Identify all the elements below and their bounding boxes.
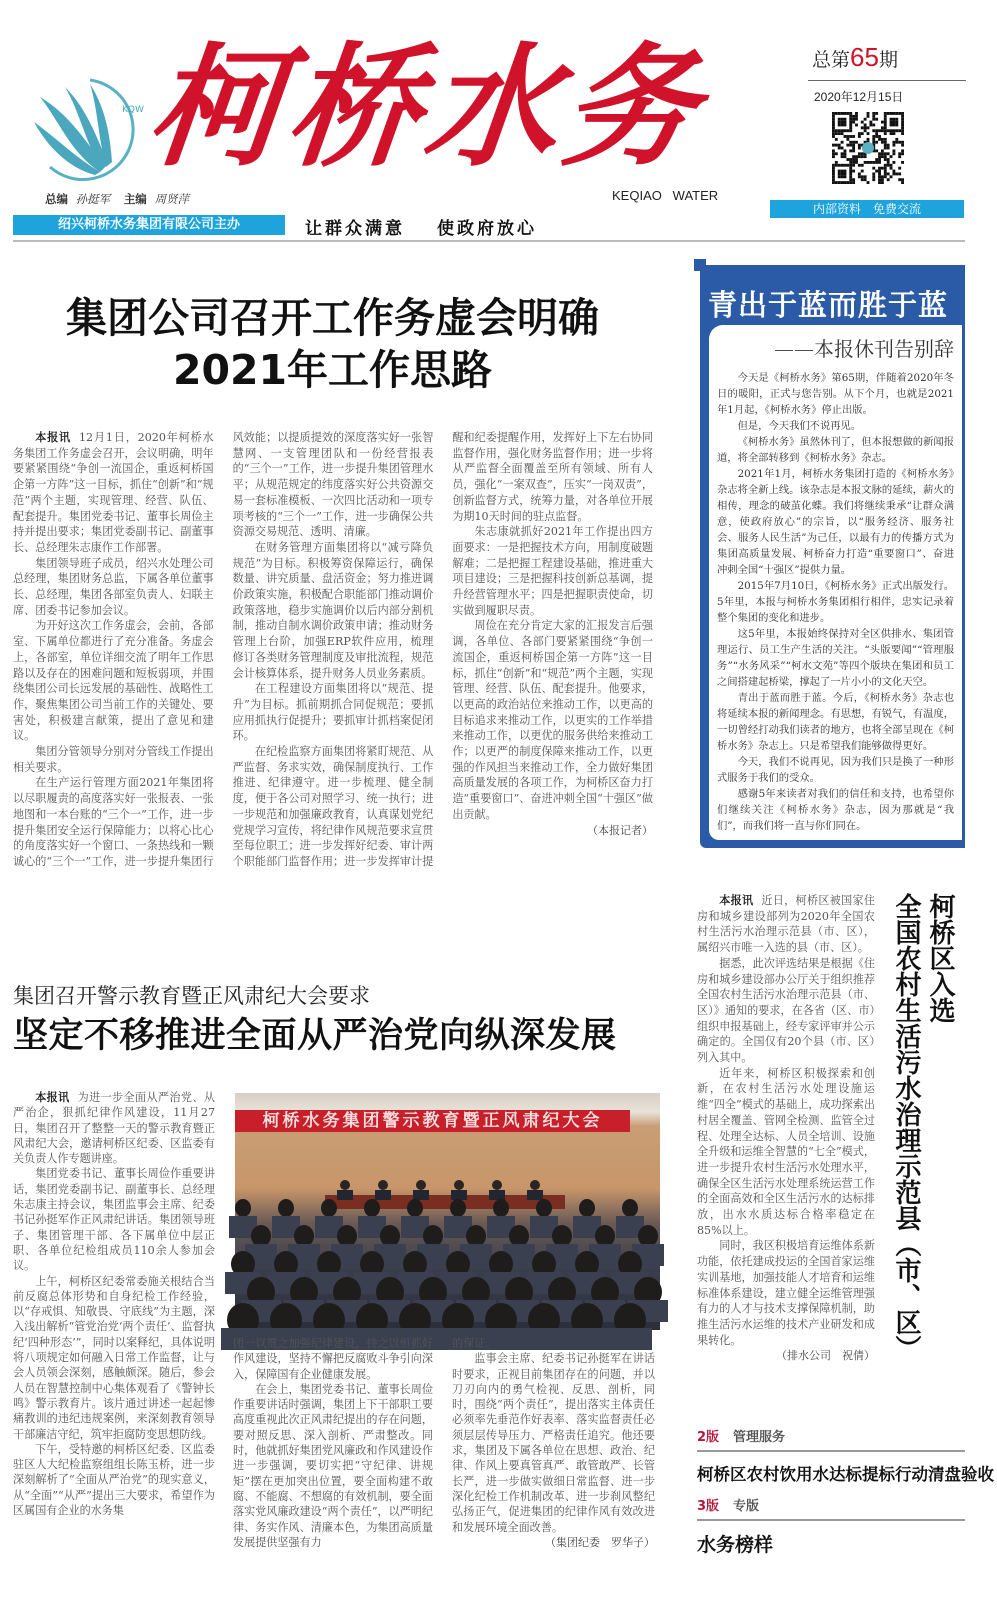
dateline: 本报讯 <box>35 431 71 444</box>
index-section: 管理服务 <box>733 1430 786 1445</box>
photo-banner: 柯桥水务集团警示教育暨正风肃纪大会 <box>235 1110 630 1132</box>
paragraph: 团一以贯之加强纪律建设，持之以恒抓好作风建设，坚持不懈把反腐败斗争引向深入，保障国有企业健康发展。 <box>233 1337 433 1381</box>
editor-line <box>45 191 189 207</box>
farewell-box <box>700 265 965 848</box>
editor-label: 总编 <box>45 192 68 206</box>
slogan-part-2: 使政府放心 <box>437 219 537 239</box>
index-entry[interactable] <box>697 1495 965 1557</box>
internal-note-bar: 内部资料 免费交流 <box>770 200 964 218</box>
meeting-photo <box>235 1093 660 1330</box>
logo-lettering: KQW <box>122 105 144 115</box>
paragraph: 集团分管领导分别对分管线工作提出相关要求。 <box>13 745 214 774</box>
chief-label: 主编 <box>123 192 147 206</box>
issue-number <box>812 42 898 73</box>
chief-name: 周贤萍 <box>154 192 189 206</box>
water-logo-icon <box>30 72 144 187</box>
paragraph: 在生产运行管理方面2021年集团将以尽职履责的高度落实好一张报表、一张地图和一本台账的“三个一”工作，进一步提升集团安全运行保障能力；以将心比心的角度落实好一个窗口、一条热线和一颗诚心的“三个一”工作，进一步提升集团行风效能；以提质提效的深度落实好一张智慧网、一支管理团队和一份经营报表的“三个一”工作，进一步提升集团管理水平；从规范规定的纬度落实好公共资源交易一套标准模板、一次四比活动和一项专项考核的“三个一”工作，进一步确保公共资源交易规范、透明、清廉。 <box>13 431 434 868</box>
paragraph: 本报讯 为进一步全面从严治党、从严治企，狠抓纪律作风建设，11月27日，集团召开了整整一天的警示教育暨正风肃纪大会，邀请柯桥区纪委、区监委有关负责人作专题讲座。 <box>13 1091 215 1166</box>
farewell-body <box>717 370 954 834</box>
dateline: 本报讯 <box>719 894 754 907</box>
paragraph: 同时，我区积极培育运维体系新功能，依托建成投运的全国首家运维实训基地，加强技能人才培育和运维标准体系建设，建立健全运维管理强有力的人才与技术支撑保障机制，助推生活污水运维的技术产业研发和成果转化。 <box>697 1239 875 1347</box>
paragraph: 这5年里，本报始终保持对全区供排水、集团管理运行、员工生产生活的关注。“头版要闻”“管理服务”“水务风采”“柯水文苑”等四个版块在集团和员工之间搭建起桥梁，撑起了一片小小的文化天空。 <box>717 628 954 688</box>
masthead-rule <box>13 240 965 242</box>
article3-title-line2: 全国农村生活污水治理示范县（市、区） <box>891 893 921 1361</box>
paragraph: 2021年1月，柯桥水务集团打造的《柯桥水务》杂志将全新上线。该杂志是本报文脉的延续，薪火的相传，理念的破茧化蝶。我们将继续秉承“让群众满意，使政府放心”的宗旨，以“服务经济、服务社会、服务人民生活”为己任，以最有力的传播方式为集团高质量发展、柯桥奋力打造“重要窗口”、奋进冲刺全国“十强区”提供力量。 <box>717 468 954 576</box>
paragraph: 据悉，此次评选结果是根据《住房和城乡建设部办公厅关于组织推荐全国农村生活污水治理示范县（市、区）》通知的要求，在各省（区、市）组织申报基础上，经专家评审并公示确定的。全国仅有20个县（市、区）列入其中。 <box>697 956 875 1065</box>
paragraph: 朱志康就抓好2021年工作提出四方面要求：一是把握技术方向，用制度破题解难；二是把握工程建设基础，推进重大项目建设；三是把握科技创新总基调，提升经营管理水平；四是把握职责使命，切实做到履职尽责。 <box>452 525 653 617</box>
dateline: 本报讯 <box>35 1091 70 1104</box>
index-entry[interactable] <box>697 1426 994 1485</box>
paragraph: 在会上，集团党委书记、董事长周俭作重要讲话时强调，集团上下干部职工要高度重视此次正风肃纪提出的存在问题，要对照反思、深入剖析、严肃整改。同时，他就抓好集团党风廉政和作风建设作进一步强调，要切实把“守纪律、讲规矩”摆在更加突出位置，要全面构建不敢腐、不能腐、不想腐的有效机制，要全面落实党风廉政建设“两个责任”，以严明纪律、务实作风、清廉本色，为集团高质量发展提供坚强有力 <box>233 1382 433 1549</box>
paragraph: 集团党委书记、董事长周俭作重要讲话，集团党委副书记、副董事长、总经理朱志康主持会议，集团监事会主席、纪委书记孙挺军作正风肃纪讲话。集团领导班子、集团管理干部、各下属单位中层正职、各单位纪检组成员110余人参加会议。 <box>13 1167 215 1273</box>
article2-column-3 <box>452 1336 655 1550</box>
article3-body <box>697 893 875 1364</box>
issue-num: 65 <box>850 42 879 72</box>
paragraph: 上午，柯桥区纪委常委施关根结合当前反腐总体形势和自身纪检工作经验，以“存戒惧、知敬畏、守底线”为主题，深入浅出解析“管党治党‘两个责任’、监督执纪‘四种形态’”，同时以案释纪，具体说明将八项规定如何融入日常工作监督，让与会人员领会深刻，感触颇深。随后，参会人员在智慧控制中心集体观看了《警钟长鸣》警示教育片。该片通过讲述一起起惨痛教训的违纪违规案例，来深刻教育领导干部廉洁守纪，筑牢拒腐防变思想防线。 <box>13 1274 215 1441</box>
article1-title <box>20 292 645 396</box>
slogan <box>305 214 537 239</box>
qr-code-icon[interactable] <box>832 112 904 184</box>
farewell-inner <box>709 325 962 840</box>
masthead-logo <box>30 72 144 187</box>
issue-date: 2020年12月15日 <box>814 90 904 104</box>
paragraph: 集团领导班子成员，绍兴水处理公司总经理，集团财务总监，下属各单位董事长、总经理，集团各部室负责人、妇联主席、团委书记参加会议。 <box>13 556 214 617</box>
issue-suffix: 期 <box>878 49 898 71</box>
farewell-subtitle: ——本报休刊告别辞 <box>774 337 954 361</box>
paragraph: 《柯桥水务》虽然休刊了，但本报想做的新闻报道，将全部转移到《柯桥水务》杂志。 <box>717 436 954 464</box>
paragraph: 为开好这次工作务虚会，会前，各部室、下属单位都进行了充分准备。务虚会上，各部室，单位详细交流了明年工作思路以及存在的困难问题和短板弱项，并围绕集团公司长远发展的基础性、战略性工作，聚焦集团公司当前工作的关键处、要害处，积极建言献策，提出了意见和建议。 <box>13 619 214 743</box>
article2-column-1 <box>13 1090 215 1518</box>
article1-byline: （本报记者） <box>586 823 653 837</box>
index-header <box>697 1495 965 1521</box>
article1-title-line1: 集团公司召开工作务虚会明确 <box>66 294 599 342</box>
page-index <box>697 1426 994 1567</box>
paragraph: 监事会主席、纪委书记孙挺军在讲话时要求，正视目前集团存在的问题，并以刀刃向内的勇气检视、反思、剖析，同时，围绕“两个责任”，提出落实主体责任必须率先垂范作好表率、落实监督责任必须层层传导压力、严格责任追究。他还要求，集团及下属各单位在思想、政治、纪律、作风上要真管真严、敢管敢严、长管长严，进一步做实做细日常监督、进一步深化纪检工作机制改革、进一步刹风整纪弘扬正气，促进集团的纪律作风有效改进和发展环境全面改善。 <box>452 1352 655 1534</box>
article2-byline: （集团纪委 罗华子） <box>545 1535 655 1549</box>
paragraph: 在工程建设方面集团将以“规范、提升”为目标。抓前期抓合同促规范；要抓应用抓执行促提升；要抓审计抓档案促闭环。 <box>232 682 434 743</box>
paragraph: 今天是《柯桥水务》第65期，伴随着2020年冬日的暖阳，正式与您告别。从下个月，也就是2021年1月起，《柯桥水务》停止出版。 <box>717 372 954 416</box>
article3-byline: （排水公司 祝倩） <box>776 1349 875 1363</box>
farewell-title: 青出于蓝而胜于蓝 <box>708 288 949 322</box>
paragraph: 感谢5年来读者对我们的信任和支持，也希望你们继续关注《柯桥水务》杂志，因为那就是“我们”，而我们将一直与你们同在。 <box>717 788 954 832</box>
article2-kicker: 集团召开警示教育暨正风肃纪大会要求 <box>13 984 370 1008</box>
issue-divider <box>808 80 966 81</box>
paragraph: 下午，受特邀的柯桥区纪委、区监委驻区人大纪检监察组组长陈玉桥，进一步深刻解析了“全面从严治党”的现实意义，从“全面”“从严”提出三大要求，希望作为区属国有企业的水务集 <box>13 1442 215 1518</box>
issue-prefix: 总第 <box>812 49 851 71</box>
article2-title: 坚定不移推进全面从严治党向纵深发展 <box>13 1016 617 1056</box>
paragraph: 周俭在充分肯定大家的汇报发言后强调，各单位、各部门要紧紧围绕“争创一流国企，重返柯桥国企第一方阵”这一目标，抓住“创新”和“规范”两个主题，实现管理、经营、队伍、配套提升。他要求，以更高的政治站位来推动工作，以更高的目标追求来推动工作，以更实的工作举措来推动工作，以更优的服务供给来推动工作；以更严的制度保障来推动工作，以更强的作风担当来推动工作，全力做好集团高质量发展的各项工作，为柯桥区奋力打造“重要窗口”、奋进冲刺全国“十强区”做出贡献。 <box>452 619 653 821</box>
index-section: 专版 <box>733 1499 760 1514</box>
article1-title-line2: 2021年工作思路 <box>172 346 493 394</box>
paragraph: 青出于蓝而胜于蓝。今后，《柯桥水务》杂志也将延续本报的新闻理念。有思想，有锐气，有温度，一切曾经打动我们读者的地方，也将全部呈现在《柯桥水务》杂志上。只是希望我们能够做得更好。 <box>717 692 954 752</box>
article1-body <box>13 430 653 975</box>
index-headline: 柯桥区农村饮用水达标提标行动清盘验收 <box>697 1465 994 1484</box>
newspaper-title: 柯桥水务 <box>141 30 711 185</box>
index-page: 3版 <box>697 1499 720 1514</box>
photo-crowd <box>235 1093 660 1330</box>
paragraph: 近年来，柯桥区积极探索和创新，在农村生活污水处理设施运维“四全”模式的基础上，成功探索出村居全覆盖、管网全检测、监管全过程、处理全达标、人员全培训、设施全升级和运维全智慧的“七全”模式，进一步提升农村生活污水处理水平，确保全区生活污水处理系统运营工作的全面高效和全区生活污水的达标排放，出水水质达标合格率稳定在85%以上。 <box>697 1066 875 1237</box>
english-name: KEQIAO WATER <box>612 188 719 203</box>
index-headline: 水务榜样 <box>697 1534 774 1556</box>
paragraph: 但是，今天我们不说再见。 <box>737 420 862 432</box>
paragraph: 的保证。 <box>452 1337 497 1350</box>
paragraph: 在纪检监察方面集团将紧盯规范、从严监督、务求实效，确保制度执行、工作推进、纪律遵守。进一步梳理、健全制度，便于各公司对照学习、统一执行；进一步规范和加强廉政教育，认真谋划党纪党规学习宣传，将纪律作风规范要求宣贯至每位职工；进一步发挥好纪委、审计两个职能部门监督作用；进一步发挥审计提醒和纪委提醒作用，发挥好上下左右协同监督作用，强化财务监督作用；进一步将从严监督全面覆盖至所有领域、所有人员，强化“一案双查”，压实“一岗双责”，创新监督方式，统筹力量，对各单位开展为期10天时间的驻点监督。 <box>232 431 653 868</box>
paragraph: 今天，我们不说再见，因为我们只是换了一种形式服务于我们的受众。 <box>717 756 954 784</box>
box-corner <box>694 259 706 271</box>
article2-column-2 <box>233 1336 433 1550</box>
article3-title-line1: 柯桥区入选 <box>925 893 955 1023</box>
paragraph: 本报讯 12月1日，2020年柯桥水务集团工作务虚会召开，会议明确，明年要紧紧围绕“争创一流国企，重返柯桥国企第一方阵”这一目标，抓住“创新”和“规范”两个主题，实现管理、经营、队伍、配套提升。集团党委书记、董事长周俭主持并提出要求；集团党委副书记、副董事长、总经理朱志康作工作部署。 <box>13 431 214 554</box>
paragraph: 2015年7月10日，《柯桥水务》正式出版发行。5年里，本报与柯桥水务集团相行相伴，忠实记录着整个集团的变化和进步。 <box>717 580 954 624</box>
sponsor-bar: 绍兴柯桥水务集团有限公司主办 <box>13 215 285 235</box>
index-page: 2版 <box>697 1430 720 1445</box>
slogan-part-1: 让群众满意 <box>305 219 405 239</box>
paragraph: 本报讯 近日，柯桥区被国家住房和城乡建设部列为2020年全国农村生活污水治理示范县（市、区），属绍兴市唯一入选的县（市、区）。 <box>697 894 875 955</box>
editor-name: 孙挺军 <box>75 192 111 206</box>
index-header <box>697 1426 965 1452</box>
paragraph: 在财务管理方面集团将以“减亏降负规范”为目标。积极筹资保障运行，确保数量、讲究质量、盘活资金；努力推进调价政策实施，积极配合职能部门推动调价政策落地，稳步实施调价以后内部分割机制，推动自制水调价政策申请；推动财务管理上台阶，加强ERP软件应用，梳理修订各类财务管理制度及审批流程，规范会计核算体系，提升财务人员业务素质。 <box>232 540 434 680</box>
